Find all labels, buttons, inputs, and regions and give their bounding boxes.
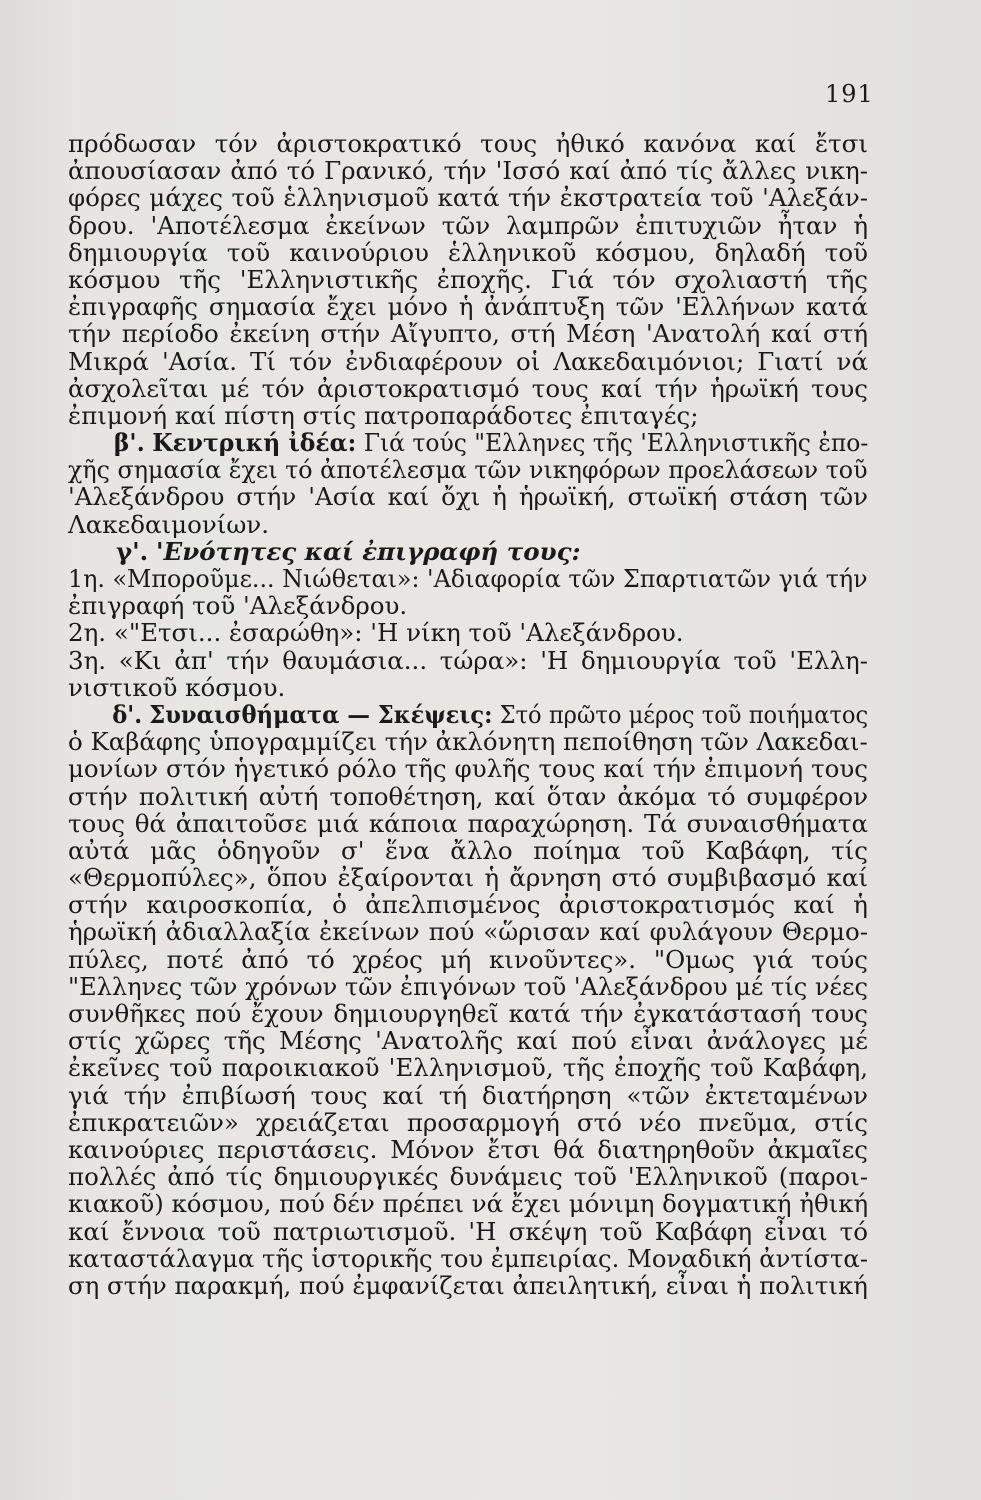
text-line: καινούριες περιστάσεις. Μόνον ἔτσι θά διατηρηθοῦν ἀκμαῖες (68, 1134, 868, 1164)
text-line: ἀπουσίασαν ἀπό τό Γρανικό, τήν 'Ισσό καί ἀπό τίς ἄλλες νικη- (68, 156, 868, 186)
text-line: ἐπικρατειῶν» χρειάζεται προσαρμογή στό νέο πνεῦμα, στίς (68, 1107, 868, 1137)
text-line: ἀσχολεῖται μέ τόν ἀριστοκρατισμό τους καί τήν ἡρωϊκή τους (68, 373, 868, 403)
text-line: μονίων στόν ἡγετικό ρόλο τῆς φυλῆς τους καί τήν ἐπιμονή τους (68, 754, 868, 784)
text-line: στήν πολιτική αὐτή τοποθέτηση, καί ὅταν ἀκόμα τό συμφέρον (68, 781, 868, 811)
text-line: ἐκεῖνες τοῦ παροικιακοῦ 'Ελληνισμοῦ, τῆς ἐποχῆς τοῦ Καβάφη, (68, 1053, 868, 1083)
section-delta-first-line (68, 699, 869, 729)
section-title: 'Ενότητες καί ἐπιγραφή τους: (156, 536, 581, 566)
text-line: στήν καιροσκοπία, ὁ ἀπελπισμένος ἀριστοκρατισμός καί ἡ (68, 890, 868, 920)
text-line: κιακοῦ) κόσμου, πού δέν πρέπει νά ἔχει μόνιμη δογματική ἠθική (68, 1189, 869, 1219)
text-line: 3η. «Κι ἀπ' τήν θαυμάσια... τώρα»: 'Η δημιουργία τοῦ 'Ελλη- (68, 645, 868, 675)
text-line: τήν περίοδο ἐκείνη στήν Αἴγυπτο, στή Μέση 'Ανατολή καί στή (68, 319, 868, 349)
text-line: πρόδωσαν τόν ἀριστοκρατικό τους ἠθικό κανόνα καί ἔτσι (68, 129, 868, 158)
text-line: «Θερμοπύλες», ὅπου ἐξαίρονται ἡ ἄρνηση στό συμβιβασμό καί (68, 863, 868, 893)
text-line: 'Αλεξάνδρου στήν 'Ασία καί ὄχι ἡ ἡρωϊκή, στωϊκή στάση τῶν (68, 482, 868, 512)
text-line: αὐτά μᾶς ὁδηγοῦν σ' ἕνα ἄλλο ποίημα τοῦ Καβάφη, τίς (68, 835, 868, 865)
text-line: καί ἔννοια τοῦ πατριωτισμοῦ. 'Η σκέψη τοῦ Καβάφη εἶναι τό (68, 1216, 868, 1246)
text-line: νιστικοῦ κόσμου. (68, 672, 286, 702)
section-gamma-heading (68, 538, 868, 565)
text-line: δρου. 'Αποτέλεσμα ἐκείνων τῶν λαμπρῶν ἐπιτυχιῶν ἦταν ἡ (68, 210, 868, 240)
text-line: συνθῆκες πού ἔχουν δημιουργηθεῖ κατά τήν ἐγκατάστασή τους (68, 999, 868, 1028)
text-line: ἐπιμονή καί πίστη στίς πατροπαράδοτες ἐπιταγές; (68, 400, 699, 430)
section-title: Συναισθήματα — Σκέψεις: (149, 699, 493, 729)
section-marker: γ'. (116, 536, 149, 566)
section-marker: δ'. (112, 699, 143, 729)
section-text: Γιά τούς "Ελληνες τῆς 'Ελληνιστικῆς ἐπο- (363, 428, 869, 458)
text-line: 2η. «"Ετσι... ἐσαρώθη»: 'Η νίκη τοῦ 'Αλεξάνδρου. (68, 618, 684, 648)
text-line: καταστάλαγμα τῆς ἱστορικῆς του ἐμπειρίας. Μοναδική ἀντίστα- (68, 1243, 869, 1273)
text-line: γιά τήν ἐπιβίωσή τους καί τή διατήρηση «τῶν ἐκτεταμένων (68, 1080, 868, 1110)
text-line: ση στήν παρακμή, πού ἐμφανίζεται ἀπειλητική, εἶναι ἡ πολιτική (68, 1270, 868, 1300)
text-line: χῆς σημασία ἔχει τό ἀποτέλεσμα τῶν νικηφόρων προελάσεων τοῦ (68, 455, 868, 485)
text-line: ὁ Καβάφης ὑπογραμμίζει τήν ἀκλόνητη πεποίθηση τῶν Λακεδαι- (68, 727, 868, 757)
section-marker: β'. (113, 428, 145, 458)
text-line: τους θά ἀπαιτοῦσε μιά κάποια παραχώρηση. Τά συναισθήματα (68, 808, 868, 838)
text-line: κόσμου τῆς 'Ελληνιστικῆς ἐποχῆς. Γιά τόν σχολιαστή τῆς (68, 264, 868, 294)
text-line: στίς χῶρες τῆς Μέσης 'Ανατολῆς καί πού εἶναι ἀνάλογες μέ (68, 1026, 868, 1056)
text-line: φόρες μάχες τοῦ ἑλληνισμοῦ κατά τήν ἐκστρατεία τοῦ 'Αλεξάν- (68, 183, 868, 213)
text-line: ἡρωϊκή ἀδιαλλαξία ἐκείνων πού «ὥρισαν καί φυλάγουν Θερμο- (68, 917, 868, 947)
text-line: Λακεδαιμονίων. (68, 509, 269, 539)
text-line: Μικρά 'Ασία. Τί τόν ἐνδιαφέρουν οἱ Λακεδαιμόνιοι; Γιατί νά (68, 346, 868, 376)
page-number: 191 (825, 80, 874, 108)
section-beta-first-line (68, 428, 869, 458)
text-line: 1η. «Μποροῦμε... Νιώθεται»: 'Αδιαφορία τῶν Σπαρτιατῶν γιά τήν (68, 564, 868, 593)
text-line: ἐπιγραφῆς σημασία ἔχει μόνο ἡ ἀνάπτυξη τῶν 'Ελλήνων κατά (68, 292, 868, 322)
text-line: ἐπιγραφή τοῦ 'Αλεξάνδρου. (68, 591, 408, 621)
section-text: Στό πρῶτο μέρος τοῦ ποιήματος (499, 699, 869, 729)
text-line: πολλές ἀπό τίς δημιουργικές δυνάμεις τοῦ 'Ελληνικοῦ (παροι- (68, 1162, 868, 1192)
page-text (68, 130, 868, 1299)
text-line: πύλες, ποτέ ἀπό τό χρέος μή κινοῦντες». "Ομως γιά τούς (68, 944, 868, 974)
text-line: δημιουργία τοῦ καινούριου ἑλληνικοῦ κόσμου, δηλαδή τοῦ (68, 237, 868, 267)
text-line: "Ελληνες τῶν χρόνων τῶν ἐπιγόνων τοῦ 'Αλεξάνδρου μέ τίς νέες (68, 971, 868, 1001)
section-title: Κεντρική ἰδέα: (152, 428, 357, 458)
